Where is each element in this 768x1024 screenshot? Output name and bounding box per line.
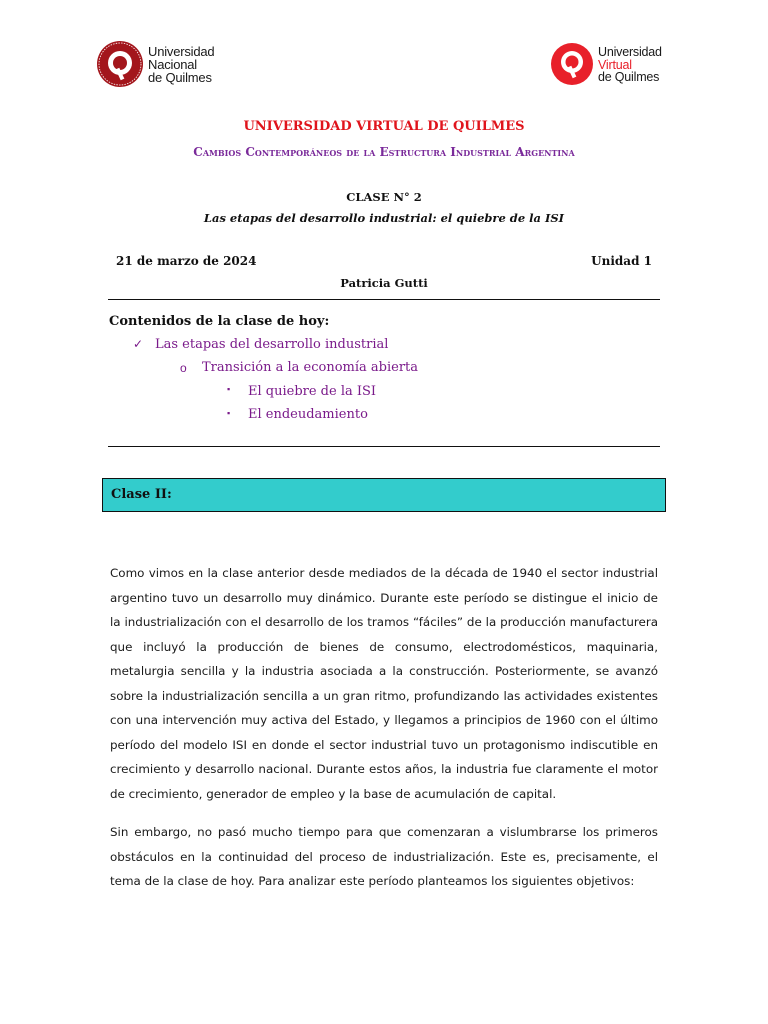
uvq-seal-icon [548, 40, 596, 88]
class-number: CLASE N° 2 [346, 190, 422, 204]
uvq-logo-line-2: Virtual [598, 57, 632, 72]
unq-logo-line-1: Universidad [148, 44, 215, 59]
unit-label: Unidad 1 [591, 254, 652, 268]
unq-logo-line-3: de Quilmes [148, 70, 212, 85]
uvq-logo-line-1: Universidad [598, 45, 662, 59]
uvq-logo-line-3: de Quilmes [598, 70, 660, 84]
course-title: Cambios Contemporáneos de la Estructura Industrial Argentina [193, 145, 575, 159]
uvq-logo-text [598, 46, 662, 84]
square-bullet-icon: ▪ [227, 408, 231, 418]
unq-logo-line-2: Nacional [148, 57, 197, 72]
divider-top [108, 299, 660, 300]
contents-item-level1: Las etapas del desarrollo industrial [155, 337, 389, 352]
unq-seal-icon [96, 40, 144, 88]
contents-item-level2: Transición a la economía abierta [202, 360, 419, 375]
body-paragraph-1: Como vimos en la clase anterior desde mediados de la década de 1940 el sector industrial argentino tuvo un desarrollo muy dinámico. Durante este período se distingue el inicio de la industrialización con el desarrollo de los tramos “fáciles” de la producción manufacturera que incluyó la producción de bienes de consumo, electrodomésticos, maquinaria, metalurgia sencilla y la industria asociada a la construcción. Posteriormente, se avanzó sobre la industrialización sencilla a un gran ritmo, profundizando las actividades existentes con una intervención muy activa del Estado, y llegamos a principios de 1960 con el último período del modelo ISI en donde el sector industrial tuvo un protagonismo indiscutible en crecimiento y desarrollo nacional. Durante estos años, la industria fue claramente el motor de crecimiento, generador de empleo y la base de acumulación de capital. [110, 566, 658, 801]
contents-heading: Contenidos de la clase de hoy: [109, 314, 330, 329]
divider-bottom [108, 446, 660, 447]
section-banner [102, 478, 666, 512]
university-title: UNIVERSIDAD VIRTUAL DE QUILMES [243, 119, 525, 134]
checkmark-icon: ✓ [133, 337, 144, 351]
class-title: Las etapas del desarrollo industrial: el quiebre de la ISI [203, 211, 565, 225]
class-date: 21 de marzo de 2024 [116, 254, 257, 268]
circle-bullet-icon: o [180, 361, 187, 375]
contents-item-level3-1: El quiebre de la ISI [248, 384, 377, 399]
author-name: Patricia Gutti [340, 276, 428, 290]
square-bullet-icon: ▪ [227, 384, 231, 394]
body-paragraph-2: Sin embargo, no pasó mucho tiempo para que comenzaran a vislumbrarse los primeros obstáculos en la continuidad del proceso de industrialización. Este es, precisamente, el tema de la clase de hoy. Para analizar este período planteamos los siguientes objetivos: [110, 825, 658, 888]
section-label: Clase II: [111, 487, 172, 502]
unq-logo-text [148, 45, 214, 84]
contents-item-level3-2: El endeudamiento [248, 407, 368, 422]
